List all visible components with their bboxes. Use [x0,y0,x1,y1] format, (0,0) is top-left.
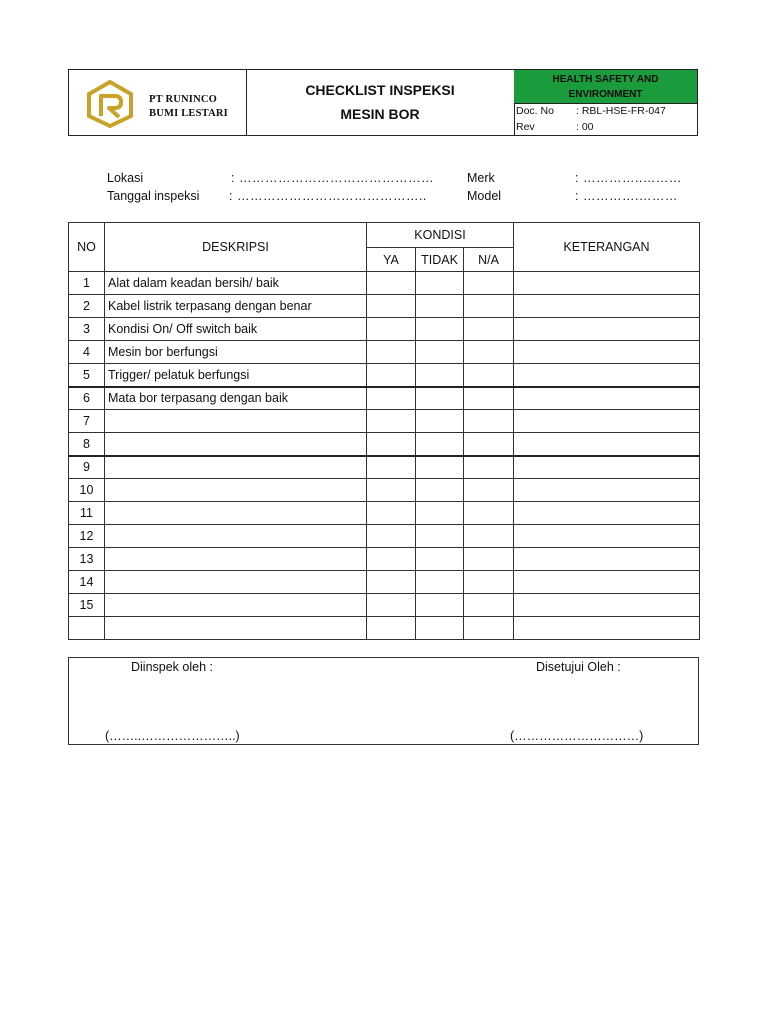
tidak-checkbox-cell[interactable] [416,502,464,525]
row-description: Kondisi On/ Off switch baik [105,318,367,341]
revision-value: : 00 [576,121,594,133]
inspected-by-label: Diinspek oleh : [131,660,213,674]
ya-checkbox-cell[interactable] [367,571,416,594]
keterangan-cell[interactable] [514,594,700,617]
ya-checkbox-cell[interactable] [367,456,416,479]
row-description: Kabel listrik terpasang dengan benar [105,295,367,318]
row-number: 5 [69,364,105,387]
keterangan-cell[interactable] [514,433,700,456]
tidak-checkbox-cell[interactable] [416,456,464,479]
col-no: NO [69,223,105,272]
row-number: 15 [69,594,105,617]
company-logo-icon [85,80,135,128]
tidak-checkbox-cell[interactable] [416,387,464,410]
row-description [105,456,367,479]
company-line-2: BUMI LESTARI [149,108,228,119]
row-description: Alat dalam keadan bersih/ baik [105,272,367,295]
keterangan-cell[interactable] [514,272,700,295]
na-checkbox-cell[interactable] [464,318,514,341]
row-description [105,479,367,502]
model-label: Model [467,189,502,203]
checklist-table [68,222,700,640]
doc-number-label: Doc. No [516,105,554,117]
ya-checkbox-cell[interactable] [367,341,416,364]
col-keterangan: KETERANGAN [514,223,700,272]
row-number: 14 [69,571,105,594]
row-description [105,548,367,571]
row-description [105,617,367,640]
ya-checkbox-cell[interactable] [367,272,416,295]
ya-checkbox-cell[interactable] [367,433,416,456]
table-row [69,548,700,571]
table-row [69,410,700,433]
row-description: Trigger/ pelatuk berfungsi [105,364,367,387]
row-number: 2 [69,295,105,318]
col-kondisi: KONDISI [367,223,514,248]
ya-checkbox-cell[interactable] [367,318,416,341]
table-row [69,295,700,318]
row-description: Mata bor terpasang dengan baik [105,387,367,410]
inspector-signature-line[interactable]: (……..…………………..) [105,729,240,743]
tidak-checkbox-cell[interactable] [416,318,464,341]
tidak-checkbox-cell[interactable] [416,594,464,617]
na-checkbox-cell[interactable] [464,295,514,318]
tidak-checkbox-cell[interactable] [416,571,464,594]
table-row [69,456,700,479]
row-description: Mesin bor berfungsi [105,341,367,364]
row-description [105,410,367,433]
tidak-checkbox-cell[interactable] [416,525,464,548]
na-checkbox-cell[interactable] [464,387,514,410]
row-number: 1 [69,272,105,295]
table-row [69,387,700,410]
doc-number [516,105,666,117]
row-number: 4 [69,341,105,364]
row-number: 13 [69,548,105,571]
keterangan-cell[interactable] [514,548,700,571]
col-ya: YA [367,248,416,272]
row-number: 10 [69,479,105,502]
row-number: 6 [69,387,105,410]
ya-checkbox-cell[interactable] [367,364,416,387]
row-number: 11 [69,502,105,525]
table-row [69,617,700,640]
tidak-checkbox-cell[interactable] [416,364,464,387]
table-header-row [69,223,700,248]
na-checkbox-cell[interactable] [464,479,514,502]
table-row [69,341,700,364]
document-header [68,69,698,136]
merk-label: Merk [467,171,495,185]
lokasi-label: Lokasi [107,171,144,185]
hse-banner [514,70,697,104]
keterangan-cell[interactable] [514,318,700,341]
tidak-checkbox-cell[interactable] [416,410,464,433]
row-description [105,594,367,617]
row-description [105,571,367,594]
row-number [69,617,105,640]
na-checkbox-cell[interactable] [464,502,514,525]
table-row [69,525,700,548]
ya-checkbox-cell[interactable] [367,387,416,410]
table-row [69,364,700,387]
col-tidak: TIDAK [416,248,464,272]
revision-label: Rev [516,121,535,133]
na-checkbox-cell[interactable] [464,433,514,456]
tidak-checkbox-cell[interactable] [416,341,464,364]
na-checkbox-cell[interactable] [464,571,514,594]
na-checkbox-cell[interactable] [464,364,514,387]
company-name [149,93,228,121]
table-row [69,479,700,502]
logo-cell [69,70,247,135]
col-na: N/A [464,248,514,272]
row-number: 12 [69,525,105,548]
row-description [105,525,367,548]
keterangan-cell[interactable] [514,479,700,502]
keterangan-cell[interactable] [514,456,700,479]
ya-checkbox-cell[interactable] [367,525,416,548]
table-row [69,272,700,295]
tidak-checkbox-cell[interactable] [416,433,464,456]
na-checkbox-cell[interactable] [464,410,514,433]
keterangan-cell[interactable] [514,502,700,525]
document-title [246,70,515,135]
row-description [105,433,367,456]
hse-line-1: HEALTH SAFETY AND [552,74,659,85]
hse-line-2: ENVIRONMENT [568,89,643,100]
na-checkbox-cell[interactable] [464,525,514,548]
ya-checkbox-cell[interactable] [367,548,416,571]
merk-field[interactable]: : …………..……… [575,171,682,185]
tidak-checkbox-cell[interactable] [416,479,464,502]
keterangan-cell[interactable] [514,410,700,433]
keterangan-cell[interactable] [514,364,700,387]
tanggal-label: Tanggal inspeksi [107,189,200,203]
ya-checkbox-cell[interactable] [367,479,416,502]
na-checkbox-cell[interactable] [464,272,514,295]
keterangan-cell[interactable] [514,387,700,410]
approved-by-label: Disetujui Oleh : [536,660,621,674]
table-row [69,571,700,594]
na-checkbox-cell[interactable] [464,617,514,640]
revision [516,121,594,133]
company-line-1: PT RUNINCO [149,94,218,105]
ya-checkbox-cell[interactable] [367,594,416,617]
keterangan-cell[interactable] [514,525,700,548]
row-number: 9 [69,456,105,479]
lokasi-field[interactable]: : ……………………………………… [231,171,434,185]
tidak-checkbox-cell[interactable] [416,548,464,571]
doc-number-value: : RBL-HSE-FR-047 [576,105,666,117]
tanggal-field[interactable]: : …………………………………….. [229,189,427,203]
table-row [69,318,700,341]
document-meta [514,70,697,135]
row-number: 8 [69,433,105,456]
row-number: 7 [69,410,105,433]
ya-checkbox-cell[interactable] [367,502,416,525]
keterangan-cell[interactable] [514,617,700,640]
na-checkbox-cell[interactable] [464,594,514,617]
keterangan-cell[interactable] [514,341,700,364]
tidak-checkbox-cell[interactable] [416,617,464,640]
ya-checkbox-cell[interactable] [367,617,416,640]
na-checkbox-cell[interactable] [464,548,514,571]
tidak-checkbox-cell[interactable] [416,272,464,295]
ya-checkbox-cell[interactable] [367,410,416,433]
table-row [69,502,700,525]
ya-checkbox-cell[interactable] [367,295,416,318]
row-description [105,502,367,525]
approver-signature-line[interactable]: (…………………………) [510,729,644,743]
row-number: 3 [69,318,105,341]
keterangan-cell[interactable] [514,295,700,318]
keterangan-cell[interactable] [514,571,700,594]
na-checkbox-cell[interactable] [464,341,514,364]
col-deskripsi: DESKRIPSI [105,223,367,272]
checklist-body [69,272,700,640]
model-field[interactable]: : ………….……… [575,189,678,203]
table-row [69,433,700,456]
table-row [69,594,700,617]
na-checkbox-cell[interactable] [464,456,514,479]
signature-block [68,657,699,745]
tidak-checkbox-cell[interactable] [416,295,464,318]
title-line-2: MESIN BOR [340,106,420,122]
title-line-1: CHECKLIST INSPEKSI [305,82,455,98]
